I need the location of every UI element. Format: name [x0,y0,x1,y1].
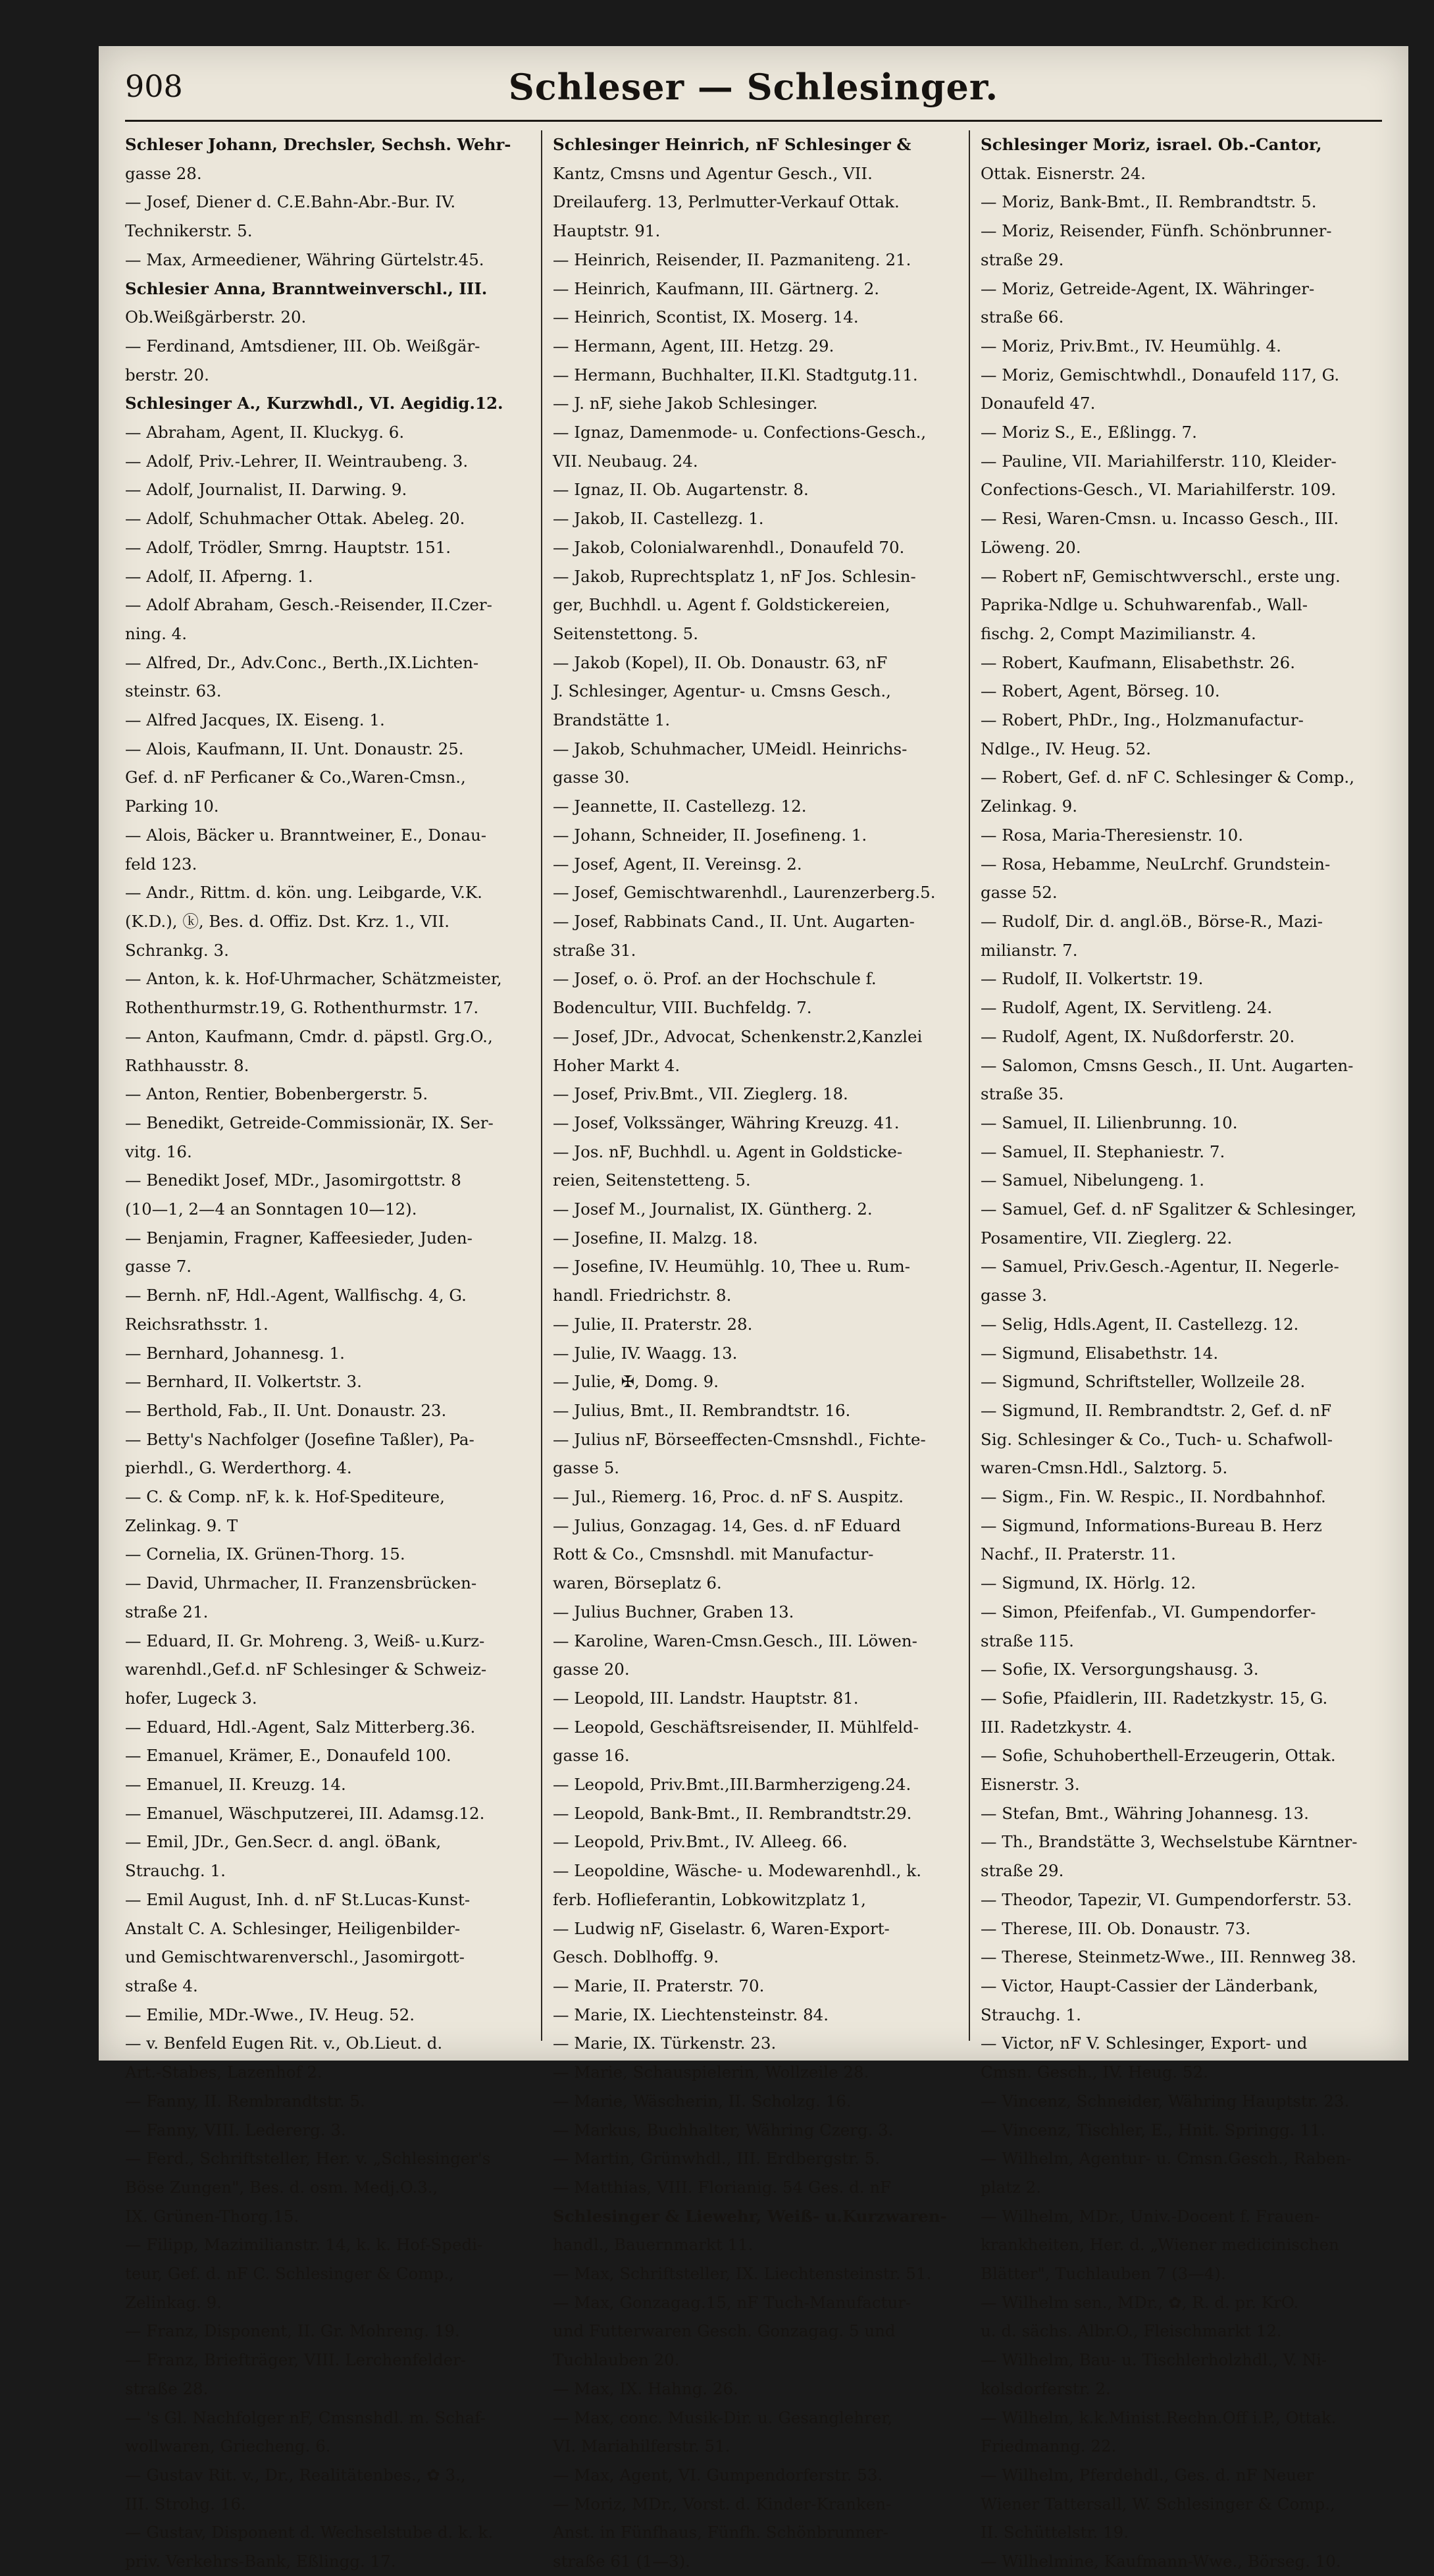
entry-line: Confections-Gesch., VI. Mariahilferstr. 109. [981,480,1337,500]
entry-line: Ndlge., IV. Heug. 52. [981,739,1152,758]
entry-line: milianstr. 7. [981,940,1078,960]
entry-line: — Leopold, III. Landstr. Hauptstr. 81. [553,1688,859,1708]
entry-line: — Josef, Priv.Bmt., VII. Zieglerg. 18. [553,1084,848,1104]
entry-line: — Ignaz, II. Ob. Augartenstr. 8. [553,480,809,500]
entry-line: — Jakob, II. Castellezg. 1. [553,509,764,529]
entry-line: — Leopold, Priv.Bmt.,III.Barmherzigeng.24. [553,1775,911,1795]
entry-line: gasse 5. [553,1458,620,1478]
column-2 [553,130,958,2571]
entry-line: — Fanny, VIII. Ledererg. 3. [125,2120,346,2140]
entry-line: — Max, Gonzagag.15, nF Tuch-Manufactur- [553,2292,911,2312]
entry-line: — Vincenz, Schneider, Währing Hauptstr. 23. [981,2091,1350,2111]
column-3 [981,130,1385,2571]
entry-line: — Julius nF, Börseeffecten-Cmsnshdl., Fichte- [553,1429,926,1449]
entry-line: — Emanuel, II. Kreuzg. 14. [125,1775,346,1795]
entry-line: Friedmanng. 22. [981,2436,1117,2456]
entry-line: handl. Friedrichstr. 8. [553,1286,732,1305]
entry-line: — Wilhelm, Bau- u. Tischlerholzhdl., V. Ni- [981,2350,1327,2370]
entry-line: VI. Mariahilferstr. 51. [553,2436,730,2456]
entry-line: Brandstätte 1. [553,710,671,730]
entry-line: und Futterwaren Gesch. Gonzagag. 5 und [553,2321,896,2341]
running-title: Schleser — Schlesinger. [508,66,999,108]
entry-line: — Alois, Kaufmann, II. Unt. Donaustr. 25. [125,739,464,758]
entry-line: — Moriz, Getreide-Agent, IX. Währinger- [981,278,1315,298]
entry-line: — Vincenz, Tischler, E., Hnit. Springg. 11. [981,2120,1326,2140]
entry-line: — Benjamin, Fragner, Kaffeesieder, Juden- [125,1228,473,1248]
entry-line: — Sofie, Pfaidlerin, III. Radetzkystr. 15, G. [981,1688,1328,1708]
entry-line: — Th., Brandstätte 3, Wechselstube Kärntner- [981,1832,1358,1852]
entry-line: Cmsn. Gesch., IV. Heug. 52. [981,2063,1208,2082]
entry-line: — Selig, Hdls.Agent, II. Castellezg. 12. [981,1314,1299,1334]
entry-line: gasse 20. [553,1660,630,1679]
entry-line: Schlesinger & Liewehr, Weiß- u.Kurzwaren- [553,2206,947,2226]
entry-line: Hauptstr. 91. [553,221,661,241]
entry-line: Parking 10. [125,797,219,816]
entry-line: — Ludwig nF, Giselastr. 6, Waren-Export- [553,1918,890,1938]
entry-line: — Adolf, Schuhmacher Ottak. Abeleg. 20. [125,509,465,529]
entry-line: — Bernh. nF, Hdl.-Agent, Wallfischg. 4, G. [125,1286,467,1305]
entry-line: — Berthold, Fab., II. Unt. Donaustr. 23. [125,1400,447,1420]
entry-line: — Adolf, II. Afperng. 1. [125,566,313,586]
entry-line: — Adolf, Trödler, Smrng. Hauptstr. 151. [125,537,451,557]
entry-line: — Martin, Grünwhdl., III. Erdbergstr. 5. [553,2149,881,2169]
entry-line: — Marie, IX. Türkenstr. 23. [553,2034,777,2053]
entry-line: — Alfred Jacques, IX. Eiseng. 1. [125,710,385,730]
entry-line: — Matthias, VIII. Florianig. 54 Ges. d. nF [553,2177,892,2197]
entry-line: — Rosa, Maria-Theresienstr. 10. [981,825,1243,845]
entry-line: (10—1, 2—4 an Sonntagen 10—12). [125,1199,417,1219]
entry-line: — Franz, Disponent, II. Gr. Mohreng. 19. [125,2321,460,2341]
entry-line: — Hermann, Buchhalter, II.Kl. Stadtgutg.11. [553,365,918,384]
entry-line: — Pauline, VII. Mariahilferstr. 110, Kleider- [981,451,1337,471]
entry-line: — Moriz, Reisender, Fünfh. Schönbrunner- [981,221,1332,241]
entry-line: — Leopoldine, Wäsche- u. Modewarenhdl., k. [553,1861,921,1881]
entry-line: — Anton, Kaufmann, Cmdr. d. päpstl. Grg.O., [125,1026,493,1046]
directory-page [99,46,1408,2571]
entry-line: — Marie, Wäscherin, II. Scholzg. 16. [553,2091,852,2111]
entry-line: — Leopold, Bank-Bmt., II. Rembrandtstr.29. [553,1803,912,1823]
entry-line: straße 61 (1—3). [553,2552,690,2571]
entry-line: — Robert, Gef. d. nF C. Schlesinger & Comp., [981,768,1354,787]
entry-line: — Julius, Bmt., II. Rembrandtstr. 16. [553,1400,851,1420]
entry-line: — Salomon, Cmsns Gesch., II. Unt. Augarten- [981,1055,1354,1075]
entry-line: — Julie, II. Praterstr. 28. [553,1314,753,1334]
entry-line: straße 29. [981,250,1064,269]
entry-line: Dreilauferg. 13, Perlmutter-Verkauf Ottak. [553,192,900,212]
entry-line: — Max, Armeediener, Währing Gürtelstr.45. [125,250,484,269]
entry-line: Gesch. Doblhoffg. 9. [553,1947,719,1967]
entry-line: — David, Uhrmacher, II. Franzensbrücken- [125,1573,477,1593]
entry-line: — Moriz S., E., Eßlingg. 7. [981,423,1197,442]
entry-line: — Josef, Rabbinats Cand., II. Unt. Augarten- [553,911,915,931]
entry-line: — Sigmund, Informations-Bureau B. Herz [981,1515,1322,1535]
entry-line: — Bernhard, II. Volkertstr. 3. [125,1372,362,1392]
entry-line: warenhdl.,Gef.d. nF Schlesinger & Schweiz- [125,1660,487,1679]
entry-line: — Bernhard, Johannesg. 1. [125,1343,345,1363]
entry-line: — Julius Buchner, Graben 13. [553,1602,794,1621]
entry-line: — v. Benfeld Eugen Rit. v., Ob.Lieut. d. [125,2034,443,2053]
entry-line: fischg. 2, Compt Mazimilianstr. 4. [981,623,1256,643]
entry-line: — Benedikt Josef, MDr., Jasomirgottstr. 8 [125,1170,461,1190]
entry-line: — Wilhelm sen., MDr., ✿, R. d. pr. KrO. [981,2292,1299,2312]
entry-line: — Simon, Pfeifenfab., VI. Gumpendorfer- [981,1602,1316,1621]
entry-line: Reichsrathsstr. 1. [125,1314,269,1334]
entry-line: — Emil, JDr., Gen.Secr. d. angl. öBank, [125,1832,442,1852]
entry-line: — Max, conc. Musik-Dir. u. Gesanglehrer, [553,2407,893,2427]
entry-line: — Adolf Abraham, Gesch.-Reisender, II.Czer- [125,595,492,615]
entry-line: — Ferdinand, Amtsdiener, III. Ob. Weißgär- [125,336,480,355]
entry-line: straße 28. [125,2379,209,2398]
entry-line: berstr. 20. [125,365,209,384]
entry-line: straße 29. [981,1861,1064,1881]
entry-line: — Betty's Nachfolger (Josefine Taßler), Pa- [125,1429,474,1449]
entry-line: — Moriz, Gemischtwhdl., Donaufeld 117, G. [981,365,1340,384]
entry-line: — Rosa, Hebamme, NeuLrchf. Grundstein- [981,854,1331,874]
entry-line: — Therese, Steinmetz-Wwe., III. Rennweg 38. [981,1947,1356,1967]
entry-line: — Alfred, Dr., Adv.Conc., Berth.,IX.Lichten- [125,652,479,672]
entry-line: — Josefine, IV. Heumühlg. 10, Thee u. Rum- [553,1257,911,1276]
header-rule [125,120,1382,122]
entry-line: — Ignaz, Damenmode- u. Confections-Gesch., [553,423,927,442]
entry-line: — Moriz, Bank-Bmt., II. Rembrandtstr. 5. [981,192,1317,212]
entry-line: — Jakob (Kopel), II. Ob. Donaustr. 63, nF [553,652,888,672]
entry-line: — Sofie, Schuhoberthell-Erzeugerin, Ottak. [981,1746,1336,1766]
entry-line: — Marie, Schauspielerin, Wollzeile 28. [553,2063,869,2082]
entry-line: — Victor, Haupt-Cassier der Länderbank, [981,1976,1319,1995]
entry-line: wollwaren, Griecheng. 6. [125,2436,331,2456]
entry-line: — Hermann, Agent, III. Hetzg. 29. [553,336,834,355]
entry-line: Rott & Co., Cmsnshdl. mit Manufactur- [553,1544,874,1564]
entry-line: — Alois, Bäcker u. Branntweiner, E., Donau- [125,825,487,845]
entry-line: Art.-Stabes, Lazenhof 2. [125,2063,322,2082]
entry-line: — Anton, Rentier, Bobenbergerstr. 5. [125,1084,428,1104]
entry-line: — Sigm., Fin. W. Respic., II. Nordbahnhof. [981,1487,1326,1507]
entry-line: Bodencultur, VIII. Buchfeldg. 7. [553,998,812,1018]
entry-line: — Wilhelm, Pferdehdl., Ges. d. nF Neuer [981,2465,1314,2484]
entry-line: pierhdl., G. Werderthorg. 4. [125,1458,352,1478]
entry-line: straße 115. [981,1631,1074,1650]
entry-line: — Jakob, Ruprechtsplatz 1, nF Jos. Schlesin- [553,566,916,586]
entry-line: — Robert nF, Gemischtwverschl., erste ung. [981,566,1341,586]
column-divider [541,130,542,2041]
entry-line: — Samuel, Gef. d. nF Sgalitzer & Schlesinger, [981,1199,1357,1219]
entry-line: — Wilhelmine, Kaufmann-Wwe., Börseg. 10. [981,2552,1341,2571]
entry-line: — Victor, nF V. Schlesinger, Export- und [981,2034,1308,2053]
entry-line: — Sigmund, II. Rembrandtstr. 2, Gef. d. nF [981,1400,1332,1420]
entry-line: — Samuel, II. Lilienbrunng. 10. [981,1113,1238,1132]
entry-line: — Max, Schriftsteller, IX. Liechtensteinstr. 51. [553,2264,932,2284]
entry-line: straße 4. [125,1976,198,1995]
entry-line: — Moriz, MDr., Vorst. d. Kinder-Kranken- [553,2494,892,2513]
entry-line: — Emilie, MDr.-Wwe., IV. Heug. 52. [125,2005,415,2024]
entry-line: — Josef M., Journalist, IX. Güntherg. 2. [553,1199,873,1219]
entry-line: hofer, Lugeck 3. [125,1688,257,1708]
entry-line: handl., Bauernmarkt 11. [553,2235,754,2255]
entry-line: — Heinrich, Reisender, II. Pazmaniteng. 21. [553,250,911,269]
entry-line: und Gemischtwarenverschl., Jasomirgott- [125,1947,465,1967]
entry-line: — Wilhelm, MDr., Univ.-Docent f. Frauen- [981,2206,1320,2226]
entry-line: Technikerstr. 5. [125,221,253,241]
entry-line: — Adolf, Journalist, II. Darwing. 9. [125,480,407,500]
entry-line: Paprika-Ndlge u. Schuhwarenfab., Wall- [981,595,1308,615]
entry-line: Schlesinger Moriz, israel. Ob.-Cantor, [981,135,1322,154]
entry-line: — Marie, II. Praterstr. 70. [553,1976,765,1995]
entry-line: — Robert, Agent, Börseg. 10. [981,681,1220,701]
entry-line: Wiener Tattersall, W. Schlesinger & Comp., [981,2494,1335,2513]
entry-line: — Markus, Buchhalter, Währing Czerg. 3. [553,2120,894,2140]
entry-line: gasse 7. [125,1257,192,1276]
entry-line: Schleser Johann, Drechsler, Sechsh. Wehr- [125,135,511,154]
entry-line: gasse 30. [553,768,630,787]
entry-line: — Sigmund, Elisabethstr. 14. [981,1343,1219,1363]
entry-line: Strauchg. 1. [125,1861,226,1881]
entry-line: VII. Neubaug. 24. [553,451,698,471]
entry-line: waren, Börseplatz 6. [553,1573,722,1593]
entry-line: — Gustav, Disponent d. Wechselstube d. k. k. [125,2523,494,2542]
entry-line: J. Schlesinger, Agentur- u. Cmsns Gesch., [553,681,891,701]
entry-line: Schlesinger Heinrich, nF Schlesinger & [553,135,911,154]
entry-line: — Josef, Agent, II. Vereinsg. 2. [553,854,802,874]
entry-line: Löweng. 20. [981,537,1081,557]
entry-line: — Josef, Diener d. C.E.Bahn-Abr.-Bur. IV. [125,192,456,212]
entry-line: (K.D.), ⓚ, Bes. d. Offiz. Dst. Krz. 1., VII. [125,911,450,931]
page-number: 908 [125,68,183,104]
entry-line: waren-Cmsn.Hdl., Salztorg. 5. [981,1458,1228,1478]
entry-line: — Rudolf, Agent, IX. Nußdorferstr. 20. [981,1026,1295,1046]
entry-line: — Robert, PhDr., Ing., Holzmanufactur- [981,710,1304,730]
entry-line: Ottak. Eisnerstr. 24. [981,163,1146,183]
entry-line: Hoher Markt 4. [553,1055,680,1075]
entry-line: gasse 28. [125,163,202,183]
entry-line: feld 123. [125,854,197,874]
column-divider [969,130,970,2041]
entry-line: — Jakob, Schuhmacher, UMeidl. Heinrichs- [553,739,908,758]
entry-line: — C. & Comp. nF, k. k. Hof-Spediteure, [125,1487,445,1507]
entry-line: — J. nF, siehe Jakob Schlesinger. [553,394,818,413]
entry-line: Tuchlauben 20. [553,2350,680,2370]
entry-line: Zelinkag. 9. [125,2292,222,2312]
entry-line: — 's Gl. Nachfolger nF, Cmsnshdl. m. Schaf- [125,2407,486,2427]
entry-line: — Max, Agent, VI. Gumpendorferstr. 53. [553,2465,883,2484]
entry-line: Gef. d. nF Perficaner & Co.,Waren-Cmsn., [125,768,466,787]
entry-line: Anst. in Fünfhaus, Fünfh. Schönbrunner- [553,2523,888,2542]
entry-line: — Eduard, II. Gr. Mohreng. 3, Weiß- u.Kurz- [125,1631,485,1650]
entry-line: — Johann, Schneider, II. Josefineng. 1. [553,825,867,845]
entry-line: — Eduard, Hdl.-Agent, Salz Mitterberg.36. [125,1717,476,1737]
entry-line: — Emanuel, Wäschputzerei, III. Adamsg.12. [125,1803,485,1823]
entry-line: — Abraham, Agent, II. Kluckyg. 6. [125,423,405,442]
entry-line: Zelinkag. 9. T [125,1515,238,1535]
entry-line: — Benedikt, Getreide-Commissionär, IX. Ser- [125,1113,494,1132]
entry-line: — Sigmund, Schriftsteller, Wollzeile 28. [981,1372,1306,1392]
entry-line: — Franz, Briefträger, VIII. Lerchenfelder- [125,2350,467,2370]
entry-line: — Josef, Volkssänger, Währing Kreuzg. 41. [553,1113,900,1132]
entry-line: — Julie, IV. Waagg. 13. [553,1343,738,1363]
entry-line: Schlesier Anna, Branntweinverschl., III. [125,278,488,298]
entry-line: platz 2. [981,2177,1042,2197]
entry-line: Ob.Weißgärberstr. 20. [125,307,307,327]
entry-line: — Adolf, Priv.-Lehrer, II. Weintraubeng. 3. [125,451,469,471]
entry-line: u. d. sächs. Albr.O., Fleischmarkt 12. [981,2321,1282,2341]
entry-line: III. Strohg. 16. [125,2494,246,2513]
entry-line: II. Schüttelstr. 19. [981,2523,1129,2542]
entry-line: Donaufeld 47. [981,394,1096,413]
entry-line: — Theodor, Tapezir, VI. Gumpendorferstr. 53. [981,1889,1352,1909]
entry-line: — Gustav Rit. v., Dr., Realitätenbes., ✿ 3., [125,2465,466,2484]
entry-line: steinstr. 63. [125,681,222,701]
entry-line: Rothenthurmstr.19, G. Rothenthurmstr. 17. [125,998,479,1018]
entry-line: Schrankg. 3. [125,940,229,960]
column-1 [125,130,530,2571]
entry-line: — Rudolf, Agent, IX. Servitleng. 24. [981,998,1273,1018]
entry-line: — Anton, k. k. Hof-Uhrmacher, Schätzmeister, [125,969,502,989]
entry-line: straße 31. [553,940,636,960]
entry-line: Nachf., II. Praterstr. 11. [981,1544,1176,1564]
entry-line: — Jakob, Colonialwarenhdl., Donaufeld 70. [553,537,905,557]
entry-line: Rathhausstr. 8. [125,1055,249,1075]
entry-line: Schlesinger A., Kurzwhdl., VI. Aegidig.12. [125,394,503,413]
entry-line: Kantz, Cmsns und Agentur Gesch., VII. [553,163,873,183]
entry-line: — Julius, Gonzagag. 14, Ges. d. nF Eduard [553,1515,901,1535]
entry-line: ger, Buchhdl. u. Agent f. Goldstickereien, [553,595,890,615]
entry-line: — Max, IX. Hahng. 26. [553,2379,738,2398]
entry-line: — Resi, Waren-Cmsn. u. Incasso Gesch., III. [981,509,1339,529]
entry-line: priv. Verkehrs-Bank, Eßlingg. 17. [125,2552,396,2571]
entry-line: — Samuel, II. Stephaniestr. 7. [981,1142,1225,1161]
entry-line: — Andr., Rittm. d. kön. ung. Leibgarde, V.K. [125,883,482,903]
entry-line: Zelinkag. 9. [981,797,1078,816]
entry-line: — Samuel, Nibelungeng. 1. [981,1170,1205,1190]
entry-line: — Josef, JDr., Advocat, Schenkenstr.2,Kanzlei [553,1026,923,1046]
entry-line: reien, Seitenstetteng. 5. [553,1170,751,1190]
entry-line: — Emil August, Inh. d. nF St.Lucas-Kunst- [125,1889,471,1909]
entry-line: — Fanny, II. Rembrandtstr. 5. [125,2091,365,2111]
entry-line: straße 21. [125,1602,209,1621]
entry-line: Eisnerstr. 3. [981,1775,1080,1795]
entry-line: gasse 3. [981,1286,1048,1305]
entry-line: — Julie, ✠, Domg. 9. [553,1372,719,1392]
entry-line: Strauchg. 1. [981,2005,1081,2024]
entry-line: Blätter", Tuchlauben 7 (3—4). [981,2264,1226,2284]
entry-line: III. Radetzkystr. 4. [981,1717,1133,1737]
entry-line: — Leopold, Priv.Bmt., IV. Alleeg. 66. [553,1832,848,1852]
entry-line: vitg. 16. [125,1142,192,1161]
entry-line: — Karoline, Waren-Cmsn.Gesch., III. Löwen- [553,1631,917,1650]
entry-line: — Wilhelm, Agentur- u. Cmsn.Gesch., Raben- [981,2149,1352,2169]
entry-line: — Heinrich, Scontist, IX. Moserg. 14. [553,307,859,327]
entry-line: ning. 4. [125,623,188,643]
entry-line: krankheiten, Her. d. „Wiener medicinischen [981,2235,1339,2255]
entry-line: teur, Gef. d. nF C. Schlesinger & Comp., [125,2264,454,2284]
entry-line: — Sofie, IX. Versorgungshausg. 3. [981,1660,1259,1679]
entry-line: — Emanuel, Krämer, E., Donaufeld 100. [125,1746,451,1766]
entry-line: — Filipp, Mazimilianstr. 14, k. k. Hof-Spedi- [125,2235,483,2255]
entry-line: — Therese, III. Ob. Donaustr. 73. [981,1918,1251,1938]
entry-line: — Stefan, Bmt., Währing Johannesg. 13. [981,1803,1309,1823]
entry-line: — Rudolf, II. Volkertstr. 19. [981,969,1204,989]
page-header [125,59,1382,118]
entry-line: kolsdorferstr. 2. [981,2379,1111,2398]
entry-line: — Cornelia, IX. Grünen-Thorg. 15. [125,1544,405,1564]
entry-line: Anstalt C. A. Schlesinger, Heiligenbilder- [125,1918,461,1938]
entry-line: ferb. Hoflieferantin, Lobkowitzplatz 1, [553,1889,866,1909]
entry-line: — Marie, IX. Liechtensteinstr. 84. [553,2005,829,2024]
entry-line: — Sigmund, IX. Hörlg. 12. [981,1573,1196,1593]
entry-line: — Samuel, Priv.Gesch.-Agentur, II. Negerle- [981,1257,1339,1276]
entry-line: gasse 16. [553,1746,630,1766]
entry-line: — Leopold, Geschäftsreisender, II. Mühlfeld- [553,1717,919,1737]
entry-line: — Robert, Kaufmann, Elisabethstr. 26. [981,652,1296,672]
entry-line: straße 35. [981,1084,1064,1104]
entry-line: straße 66. [981,307,1064,327]
entry-line: — Josef, Gemischtwarenhdl., Laurenzerberg.5. [553,883,936,903]
entry-line: gasse 52. [981,883,1058,903]
entry-line: — Moriz, Priv.Bmt., IV. Heumühlg. 4. [981,336,1281,355]
entry-line: — Josef, o. ö. Prof. an der Hochschule f. [553,969,877,989]
entry-line: — Wilhelm, k.k.Minist.Rechn.Off i.P., Ottak. [981,2407,1337,2427]
entry-line: — Josefine, II. Malzg. 18. [553,1228,758,1248]
entry-line: — Jeannette, II. Castellezg. 12. [553,797,807,816]
entry-line: — Jos. nF, Buchhdl. u. Agent in Goldsticke- [553,1142,903,1161]
entry-line: Sig. Schlesinger & Co., Tuch- u. Schafwoll- [981,1429,1333,1449]
entry-line: — Heinrich, Kaufmann, III. Gärtnerg. 2. [553,278,880,298]
entry-line: Böse Zungen", Bes. d. osm. Medj.O.3., [125,2177,438,2197]
entry-line: — Jul., Riemerg. 16, Proc. d. nF S. Auspitz. [553,1487,904,1507]
entry-line: — Rudolf, Dir. d. angl.öB., Börse-R., Mazi- [981,911,1323,931]
entry-line: Seitenstettong. 5. [553,623,699,643]
entry-line: IX. Grünen-Thorg.15. [125,2206,299,2226]
entry-line: Posamentire, VII. Zieglerg. 22. [981,1228,1233,1248]
entry-line: — Ferd., Schriftsteller, Her. v. „Schlesinger's [125,2149,491,2169]
